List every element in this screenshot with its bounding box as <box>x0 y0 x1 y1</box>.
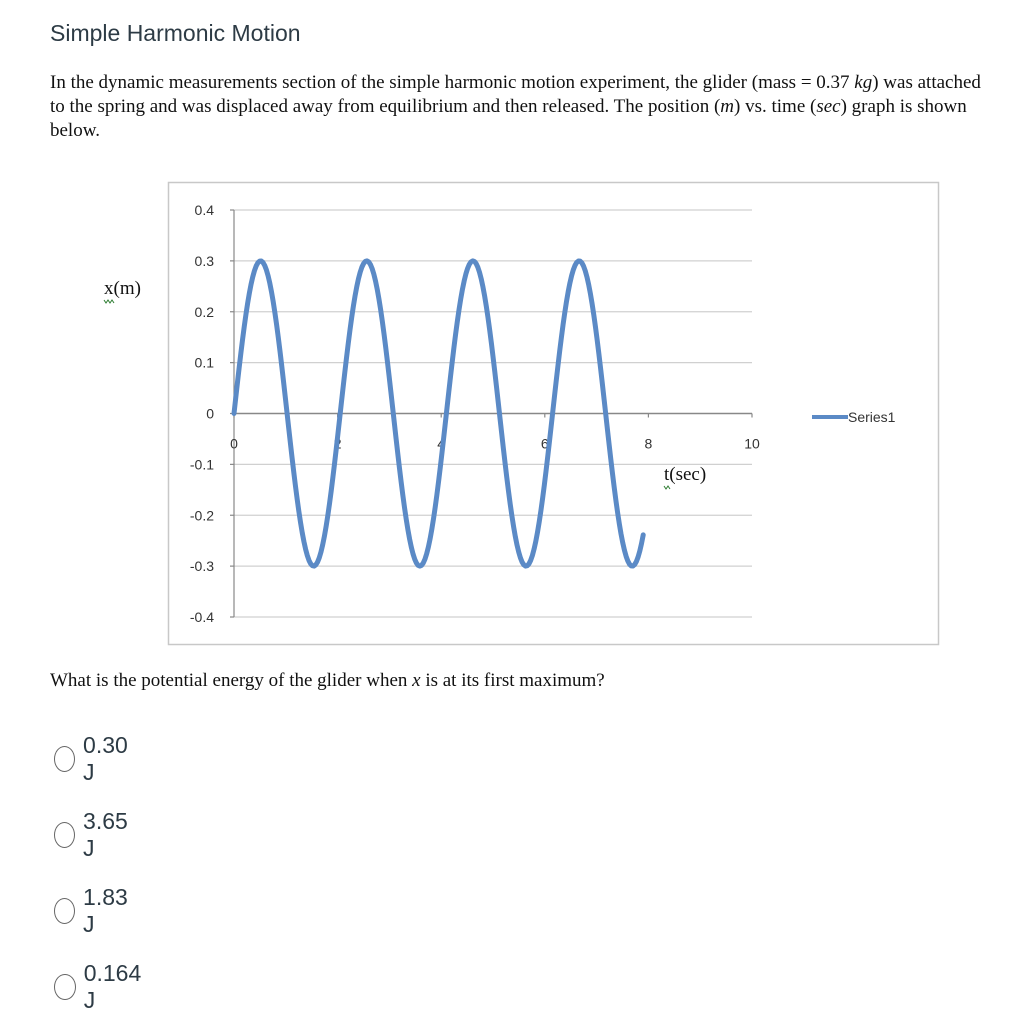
option-0[interactable] <box>54 732 133 786</box>
y-tick-label: -0.1 <box>189 456 214 473</box>
option-label: 3.65 J <box>83 808 128 861</box>
option-1[interactable] <box>54 808 133 862</box>
radio-button[interactable] <box>54 974 76 1000</box>
question-text: What is the potential energy of the glider when x is at its first maximum? <box>50 670 605 691</box>
y-tick-label: -0.2 <box>189 507 214 524</box>
radio-button[interactable] <box>54 898 75 924</box>
x-tick-label: 2 <box>333 435 342 452</box>
x-axis-title: t(sec) <box>664 464 707 485</box>
x-tick-label: 4 <box>437 435 446 452</box>
option-2[interactable] <box>54 884 133 938</box>
legend-label: Series1 <box>848 409 896 425</box>
y-tick-label: 0 <box>206 405 214 422</box>
y-tick-label: 0.1 <box>194 354 214 371</box>
spellcheck-squiggle <box>104 300 114 303</box>
option-3[interactable] <box>54 960 146 1014</box>
x-tick-label: 10 <box>744 435 760 452</box>
radio-button[interactable] <box>54 822 75 848</box>
problem-description: In the dynamic measurements section of the simple harmonic motion experiment, the glider (mass = 0.37 kg) was attached to the spring and was displaced away from equilibrium and then released. The position (m) vs. time (sec) graph is shown below. <box>50 72 981 141</box>
option-label: 1.83 J <box>83 884 128 937</box>
y-axis-title: x(m) <box>104 278 141 299</box>
radio-button[interactable] <box>54 746 75 772</box>
x-tick-label: 0 <box>230 435 238 452</box>
y-tick-label: -0.3 <box>189 558 214 575</box>
x-tick-label: 8 <box>644 435 653 452</box>
x-tick-label: 6 <box>540 435 549 452</box>
y-tick-label: 0.4 <box>194 202 214 218</box>
option-label: 0.30 J <box>83 732 128 785</box>
y-tick-label: 0.3 <box>194 252 214 269</box>
y-tick-label: -0.4 <box>189 609 214 625</box>
page-title: Simple Harmonic Motion <box>50 20 301 46</box>
y-tick-label: 0.2 <box>194 303 214 320</box>
option-label: 0.164 J <box>83 960 142 1013</box>
